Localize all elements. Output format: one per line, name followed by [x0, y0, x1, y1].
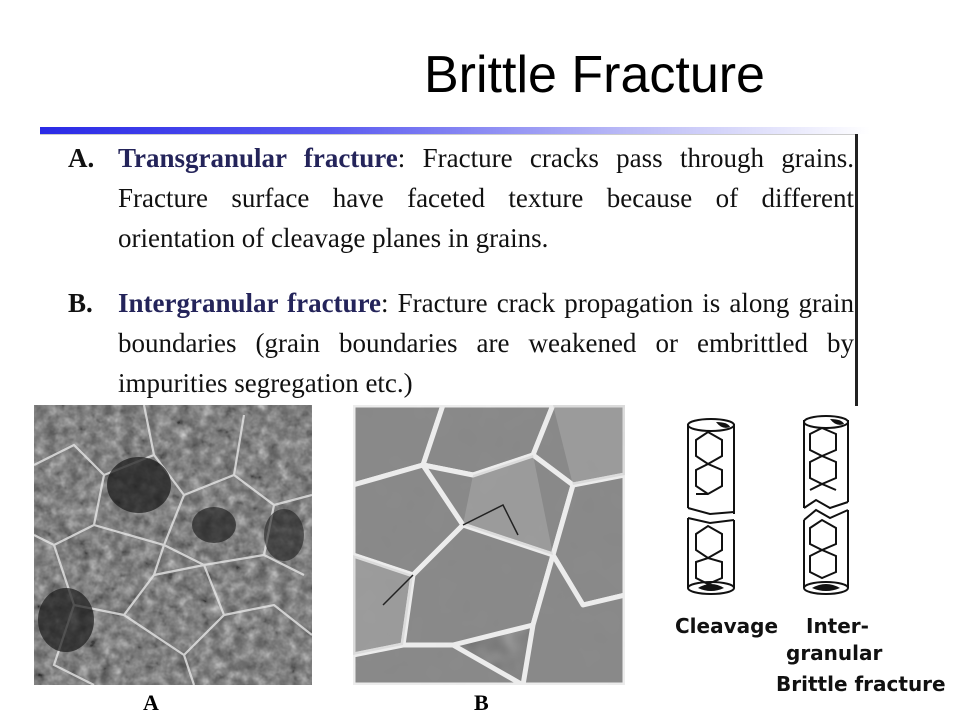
fracture-schematic-diagram [670, 410, 950, 625]
diagram-label-cleavage: Cleavage [675, 614, 779, 638]
item-text: : Fracture cracks pass through grains. Fracture surface have faceted texture because of different orientation of cleavage planes in grains. [118, 143, 854, 253]
item-text: : Fracture crack propagation is along grain boundaries (grain boundaries are weakened or embrittled by impurities segregation etc.) [118, 288, 854, 398]
item-letter: B. [68, 288, 93, 318]
diagram-label-granular: granular [786, 641, 883, 665]
micrograph-intergranular-image [353, 405, 625, 685]
slide-title: Brittle Fracture [424, 46, 765, 104]
micrograph-a-caption: A [143, 690, 159, 715]
item-letter: A. [68, 143, 95, 173]
item-body [118, 138, 854, 258]
item-term: Transgranular fracture [118, 143, 398, 173]
micrograph-transgranular-image [34, 405, 312, 685]
item-term: Intergranular fracture [118, 288, 382, 318]
item-body [118, 283, 854, 403]
scanned-text-frame-top [40, 134, 855, 135]
title-underline-bar [40, 127, 870, 134]
item-transgranular [68, 138, 854, 258]
diagram-caption-brittle-fracture: Brittle fracture [776, 672, 946, 696]
diagram-label-inter: Inter- [806, 614, 869, 638]
item-intergranular [68, 283, 854, 403]
micrograph-b-caption: B [474, 690, 489, 715]
